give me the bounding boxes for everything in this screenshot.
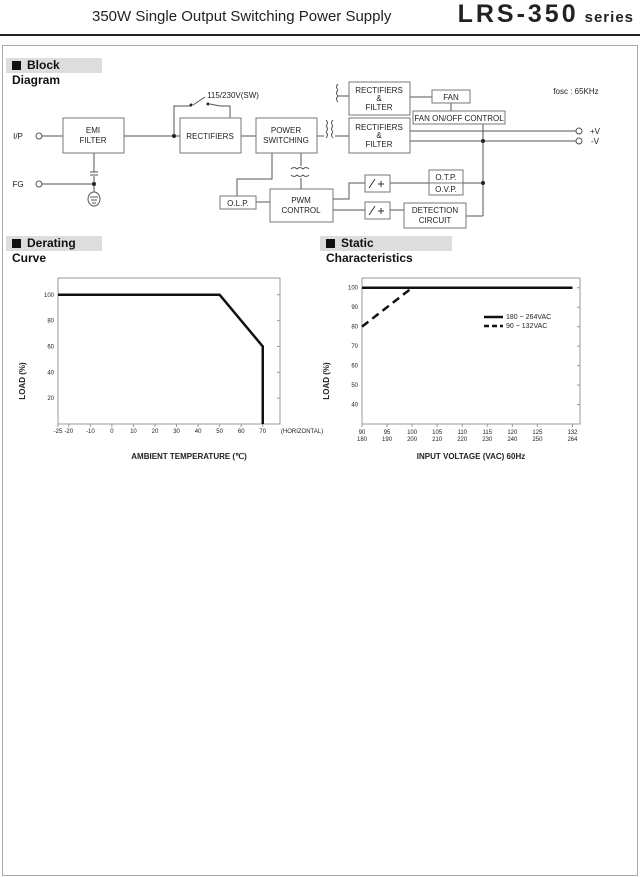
x-tick-label: 20 xyxy=(151,429,159,435)
x-tick-label: 10 xyxy=(130,429,137,435)
x-tick-label: 264 xyxy=(567,437,578,443)
y-axis-label: LOAD (%) xyxy=(18,362,27,400)
plot-area xyxy=(58,278,280,424)
x-tick-label: 105 xyxy=(432,430,443,436)
x-tick-label: 115 xyxy=(482,430,493,436)
pos-output-label: +V xyxy=(589,127,601,136)
x-suffix-label: (HORIZONTAL) xyxy=(280,429,324,435)
page-title: 350W Single Output Switching Power Supply xyxy=(92,8,392,25)
x-tick-label: 120 xyxy=(507,430,518,436)
power-switching-label: SWITCHING xyxy=(263,136,309,145)
section-title: Block Diagram xyxy=(12,58,61,87)
series-line-1 xyxy=(58,295,263,424)
x-tick-label: 70 xyxy=(259,429,267,435)
y-tick-label: 40 xyxy=(47,370,54,377)
x-tick-label: 110 xyxy=(457,430,468,436)
section-title: Static Characteristics xyxy=(326,236,413,265)
detection-label: DETECTION xyxy=(411,206,459,215)
fan-control-label: FAN ON/OFF CONTROL xyxy=(414,114,504,123)
model-name: LRS-350 xyxy=(457,0,579,28)
x-tick-label: 60 xyxy=(237,429,245,435)
power-switching-label: POWER xyxy=(270,126,302,135)
x-axis-label: INPUT VOLTAGE (VAC) 60Hz xyxy=(416,452,526,461)
emi-label: FILTER xyxy=(79,136,107,145)
y-axis-label: LOAD (%) xyxy=(322,362,331,400)
rect-filter-label: FILTER xyxy=(365,140,393,149)
x-tick-label: 230 xyxy=(482,437,493,443)
x-tick-label: 90 xyxy=(358,430,366,436)
detection-label: CIRCUIT xyxy=(418,216,452,225)
ip-label: I/P xyxy=(13,132,23,141)
y-tick-label: 50 xyxy=(351,383,358,390)
x-tick-label: 132 xyxy=(567,430,578,436)
section-title: Derating Curve xyxy=(12,236,76,265)
rect-filter-label: RECTIFIERS xyxy=(355,123,403,132)
y-tick-label: 90 xyxy=(351,305,358,312)
x-tick-label: 125 xyxy=(532,430,543,436)
y-tick-label: 80 xyxy=(351,324,358,331)
pwm-label: CONTROL xyxy=(281,206,321,215)
x-tick-label: -20 xyxy=(64,429,74,435)
x-tick-label: -10 xyxy=(85,429,95,435)
rect-filter-label: & xyxy=(376,131,382,140)
ovp-label: O.V.P. xyxy=(435,185,457,194)
rect-filter-label: FILTER xyxy=(365,103,393,112)
x-tick-label: 180 xyxy=(356,437,368,443)
x-tick-label: 190 xyxy=(382,437,393,443)
x-axis-label: AMBIENT TEMPERATURE (℃) xyxy=(131,452,247,461)
legend-label: 90 ~ 132VAC xyxy=(506,323,548,330)
y-tick-label: 20 xyxy=(47,396,54,403)
x-tick-label: 250 xyxy=(532,437,543,443)
fg-label: FG xyxy=(12,180,24,189)
y-tick-label: 70 xyxy=(351,344,358,351)
rect-filter-label: & xyxy=(376,94,382,103)
y-tick-label: 80 xyxy=(47,318,54,325)
otp-label: O.T.P. xyxy=(435,173,457,182)
olp-label: O.L.P. xyxy=(227,199,249,208)
x-tick-label: 220 xyxy=(457,437,468,443)
y-tick-label: 100 xyxy=(347,285,358,292)
rect-filter-label: RECTIFIERS xyxy=(355,86,403,95)
fan-label: FAN xyxy=(443,93,459,102)
x-tick-label: 95 xyxy=(383,430,391,436)
y-tick-label: 60 xyxy=(351,363,358,370)
y-tick-label: 40 xyxy=(351,402,358,409)
series-label: series xyxy=(584,9,634,26)
x-tick-label: 100 xyxy=(407,430,418,436)
y-tick-label: 100 xyxy=(43,292,54,299)
legend-label: 180 ~ 264VAC xyxy=(506,314,552,321)
y-tick-label: 60 xyxy=(47,344,54,351)
x-tick-label: 200 xyxy=(407,437,418,443)
x-tick-label: -25 xyxy=(53,429,63,435)
pwm-label: PWM xyxy=(291,196,311,205)
neg-output-label: -V xyxy=(591,137,599,146)
x-tick-label: 40 xyxy=(194,429,202,435)
x-tick-label: 30 xyxy=(173,429,180,435)
emi-label: EMI xyxy=(85,126,101,135)
x-tick-label: 210 xyxy=(432,437,443,443)
fosc-label: fosc : 65KHz xyxy=(553,87,599,96)
x-tick-label: 240 xyxy=(507,437,518,443)
switch-label: 115/230V(SW) xyxy=(207,91,259,100)
rectifiers-label: RECTIFIERS xyxy=(186,132,234,141)
x-tick-label: 0 xyxy=(110,429,114,435)
x-tick-label: 50 xyxy=(216,429,223,435)
